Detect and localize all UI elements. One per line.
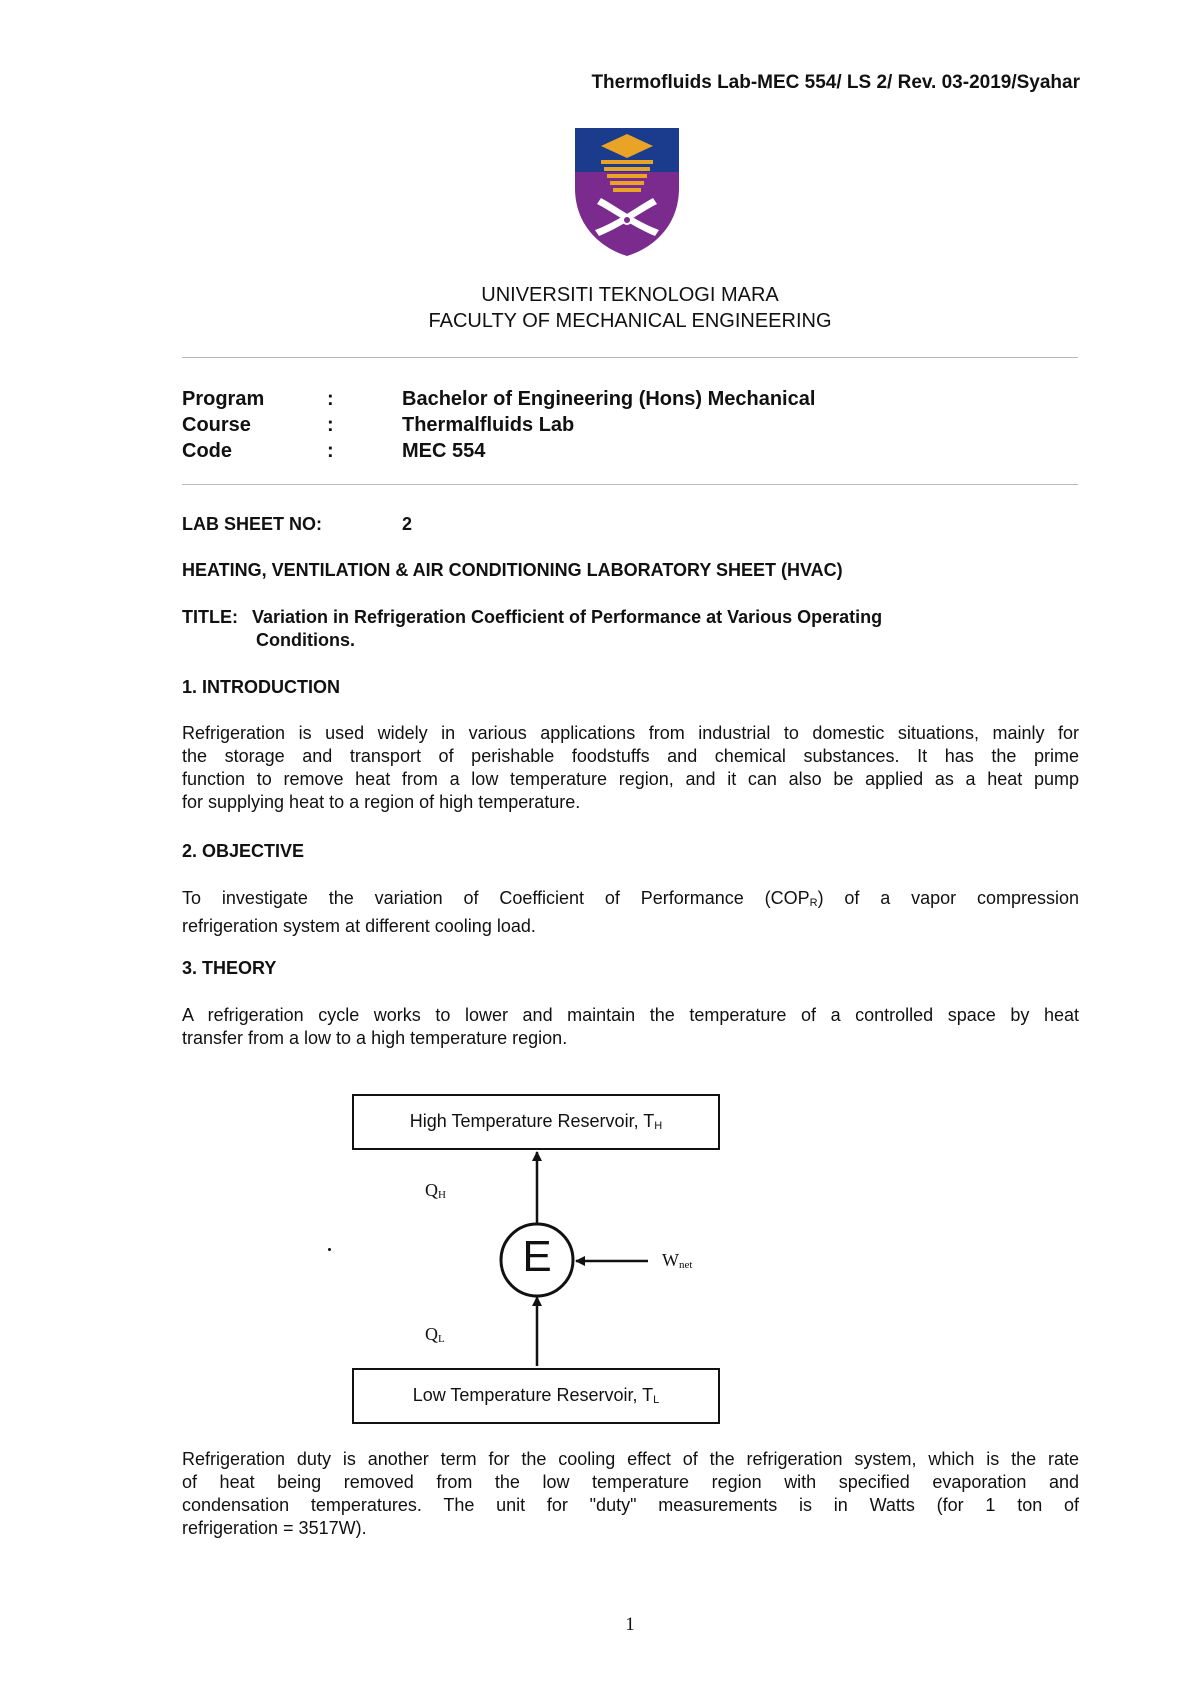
- low-reservoir-subscript: L: [653, 1394, 660, 1406]
- introduction-line: for supplying heat to a region of high temperature.: [182, 792, 581, 812]
- running-header: Thermofluids Lab-MEC 554/ LS 2/ Rev. 03-2019/Syahar: [591, 72, 1080, 93]
- objective-line: refrigeration system at different cooling load.: [182, 916, 536, 936]
- introduction-line: function to remove heat from a low temperature region, and it can also be applied as a heat pump: [182, 769, 1079, 789]
- duty-line: Refrigeration duty is another term for the cooling effect of the refrigeration system, which is the rate: [182, 1449, 1079, 1469]
- wnet-subscript: net: [679, 1259, 693, 1271]
- high-reservoir-label: High Temperature Reservoir, T: [409, 1111, 655, 1131]
- program-value: Bachelor of Engineering (Hons) Mechanical: [402, 388, 816, 410]
- qh-label: [425, 1180, 446, 1201]
- code-label: Code: [182, 440, 232, 462]
- theory-line: transfer from a low to a high temperature region.: [182, 1028, 568, 1048]
- faculty-name: FACULTY OF MECHANICAL ENGINEERING: [428, 310, 832, 332]
- title-line-2: Conditions.: [256, 630, 355, 650]
- duty-line: of heat being removed from the low temperature region with specified evaporation and: [182, 1472, 1079, 1492]
- duty-line: condensation temperatures. The unit for "duty" measurements is in Watts (for 1 ton of: [182, 1495, 1079, 1515]
- high-reservoir-subscript: H: [654, 1120, 663, 1132]
- ql-subscript: L: [438, 1333, 445, 1345]
- introduction-heading: 1. INTRODUCTION: [182, 677, 341, 697]
- introduction-line: the storage and transport of perishable foodstuffs and chemical substances. It has the prime: [182, 746, 1079, 766]
- w-symbol: W: [662, 1250, 679, 1270]
- course-label: Course: [182, 414, 251, 436]
- theory-line: A refrigeration cycle works to lower and maintain the temperature of a controlled space by heat: [182, 1005, 1079, 1025]
- sheet-title: HEATING, VENTILATION & AIR CONDITIONING LABORATORY SHEET (HVAC): [182, 560, 843, 580]
- course-colon: :: [327, 414, 334, 436]
- low-reservoir-label: Low Temperature Reservoir, T: [412, 1385, 654, 1405]
- course-value: Thermalfluids Lab: [402, 414, 575, 436]
- ql-symbol: Q: [425, 1324, 438, 1344]
- wnet-label: [662, 1250, 692, 1271]
- theory-heading: 3. THEORY: [182, 958, 277, 978]
- stray-dot: [328, 1248, 331, 1251]
- refrigeration-duty-paragraph: [182, 1448, 1079, 1540]
- duty-line: refrigeration = 3517W).: [182, 1518, 367, 1538]
- lab-sheet-label: LAB SHEET NO:: [182, 514, 323, 534]
- lab-sheet-number: 2: [402, 514, 413, 534]
- university-name: UNIVERSITI TEKNOLOGI MARA: [481, 284, 779, 306]
- ql-label: [425, 1324, 445, 1345]
- qh-subscript: H: [438, 1189, 446, 1201]
- introduction-line: Refrigeration is used widely in various applications from industrial to domestic situations, mainly for: [182, 723, 1079, 743]
- objective-text: To investigate the variation of Coefficient of Performance (COP: [182, 888, 810, 908]
- objective-text: ) of a vapor compression: [817, 888, 1079, 908]
- cop-subscript: R: [809, 897, 818, 909]
- page-number: 1: [625, 1614, 635, 1635]
- program-colon: :: [327, 388, 334, 410]
- code-value: MEC 554: [402, 440, 486, 462]
- objective-heading: 2. OBJECTIVE: [182, 841, 305, 861]
- engine-label: E: [522, 1232, 552, 1281]
- code-colon: :: [327, 440, 334, 462]
- title-label: TITLE:: [182, 607, 238, 627]
- title-line-1: Variation in Refrigeration Coefficient of Performance at Various Operating: [252, 607, 883, 627]
- program-label: Program: [182, 388, 265, 410]
- qh-symbol: Q: [425, 1180, 438, 1200]
